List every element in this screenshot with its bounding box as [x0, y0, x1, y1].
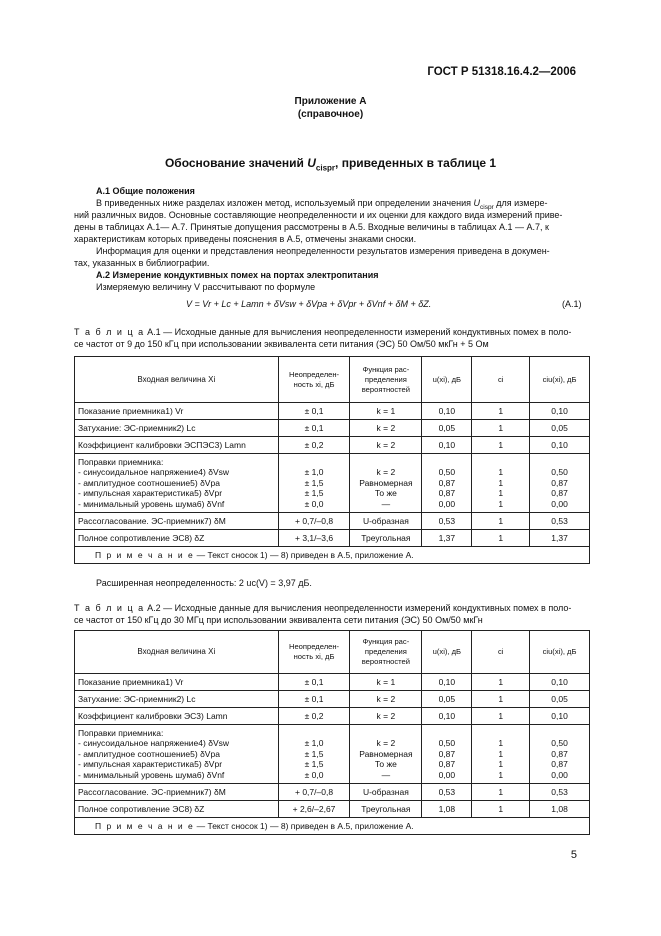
heading-main: Обоснование значений — [164, 156, 308, 170]
cell-c: 1 — [472, 403, 530, 420]
section-a1-line6: Информация для оценки и представления неопределенности результатов измерения приведена в докумен- — [96, 246, 550, 256]
cell-name: Рассогласование. ЭС-приемник7) δM — [75, 784, 279, 801]
table-a1-note — [75, 547, 590, 564]
page-heading — [0, 156, 661, 173]
cell-cu: 1,08 — [530, 801, 590, 818]
cell-x: ± 0,1 — [278, 420, 350, 437]
cell-c: 1 — [472, 674, 530, 691]
group-item-name: - импульсная характеристика5) δVpr — [78, 488, 223, 499]
cell-cu: 0,10 — [530, 674, 590, 691]
appendix-title: Приложение А — [294, 96, 367, 107]
cell-x: ± 0,1 — [278, 691, 350, 708]
cell-u: 1,08 — [422, 801, 472, 818]
cell-f: k = 2 — [350, 437, 422, 454]
section-a1-line2 — [74, 209, 596, 221]
table-note-row — [75, 818, 590, 835]
cell-cu: 0,53 — [530, 784, 590, 801]
cell-name: Затухание: ЭС-приемник2) Lc — [75, 420, 279, 437]
section-a1-line4: дены в таблицах А.1— А.7. Принятые допущения рассмотрены в А.5. Входные величины в таблицах А.1 — А.7, к — [74, 222, 549, 232]
table-row-group — [75, 454, 590, 513]
table-row — [75, 801, 590, 818]
cell-x: + 0,7/–0,8 — [278, 513, 350, 530]
cell-c: 1 — [472, 530, 530, 547]
standard-number: ГОСТ Р 51318.16.4.2—2006 — [427, 66, 576, 78]
col-uncertainty: Неопределен-ность xi, дБ — [278, 357, 350, 403]
section-a2-intro: Измеряемую величину V рассчитывают по формуле — [96, 282, 316, 292]
cell-x: + 2,6/–2,67 — [278, 801, 350, 818]
note-text: — Текст сносок 1) — 8) приведен в А.5, приложение А. — [194, 821, 414, 831]
page-number: 5 — [570, 849, 577, 861]
cell-x: ± 0,2 — [278, 708, 350, 725]
table-row-group — [75, 725, 590, 784]
cell-name: Полное сопротивление ЭС8) δZ — [75, 801, 279, 818]
cell-u: 0,10 — [422, 708, 472, 725]
section-a1-title: А.1 Общие положения — [96, 186, 195, 196]
group-item-name: - синусоидальное напряжение4) δVsw — [78, 738, 229, 749]
table-a1-caption — [74, 326, 596, 338]
group-item-name: - синусоидальное напряжение4) δVsw — [78, 467, 229, 478]
cell-x: + 0,7/–0,8 — [278, 784, 350, 801]
table-row — [75, 403, 590, 420]
cell-f: k = 2 — [350, 691, 422, 708]
cell-u: 0,10 — [422, 674, 472, 691]
cell-f: Треугольная — [350, 530, 422, 547]
table-row — [75, 708, 590, 725]
group-cu: 0,50 0,87 0,87 0,00 — [530, 725, 590, 784]
heading-rest: , приведенных в таблице 1 — [335, 156, 497, 170]
cell-x: ± 0,1 — [278, 403, 350, 420]
cell-name: Коэффициент калибровки ЭС3) Lamn — [75, 708, 279, 725]
group-cu: 0,50 0,87 0,87 0,00 — [530, 454, 590, 513]
cell-x: ± 0,1 — [278, 674, 350, 691]
group-c: 1 1 1 1 — [472, 725, 530, 784]
table-a2-note — [75, 818, 590, 835]
cell-f: U-образная — [350, 513, 422, 530]
table-row — [75, 513, 590, 530]
col-input-quantity: Входная величина Xi — [75, 357, 279, 403]
cell-name: Рассогласование. ЭС-приемник7) δM — [75, 513, 279, 530]
heading-symbol-sub: cispr — [315, 163, 336, 173]
section-a2-title: А.2 Измерение кондуктивных помех на портах электропитания — [96, 270, 379, 280]
table-a2-caption-line2: се частот от 150 кГц до 30 МГц при использовании эквивалента сети питания (ЭС) 50 Ом/50 мкГн — [74, 615, 483, 625]
group-item-name: - минимальный уровень шума6) δVnf — [78, 498, 225, 509]
col-input-quantity: Входная величина Xi — [75, 631, 279, 674]
a1-line3: Основные составляющие неопределенности и их оценки для каждого вида измерений приве- — [168, 210, 563, 220]
table-row — [75, 784, 590, 801]
cell-name: Затухание: ЭС-приемник2) Lc — [75, 691, 279, 708]
table-a1-caption-line1: А.1 — Исходные данные для вычисления неопределенности измерений кондуктивных помех в поло- — [147, 327, 572, 337]
cell-c: 1 — [472, 420, 530, 437]
group-title: Поправки приемника: — [78, 727, 164, 738]
group-names — [75, 454, 279, 513]
cell-u: 0,53 — [422, 513, 472, 530]
col-cu: ciu(xi), дБ — [530, 631, 590, 674]
group-c: 1 1 1 1 — [472, 454, 530, 513]
table-a2-caption-line1: А.2 — Исходные данные для вычисления неопределенности измерений кондуктивных помех в поло- — [147, 603, 572, 613]
cell-f: k = 2 — [350, 420, 422, 437]
group-item-name: - амплитудное соотношение5) δVpa — [78, 477, 220, 488]
a1-line2: ний различных видов. — [74, 210, 167, 220]
col-uncertainty: Неопределен-ность xi, дБ — [278, 631, 350, 674]
group-x: ± 1,0 ± 1,5 ± 1,5 ± 0,0 — [278, 454, 350, 513]
cell-c: 1 — [472, 437, 530, 454]
table-a1-label: Т а б л и ц а — [74, 327, 145, 337]
cell-name: Показание приемника1) Vr — [75, 674, 279, 691]
cell-cu: 0,10 — [530, 708, 590, 725]
group-u: 0,50 0,87 0,87 0,00 — [422, 454, 472, 513]
table-a1-caption-line2: се частот от 9 до 150 кГц при использовании эквивалента сети питания (ЭС) 50 Ом/50 мкГн + 5 Ом — [74, 339, 489, 349]
col-cu: ciu(xi), дБ — [530, 357, 590, 403]
group-item-name: - амплитудное соотношение5) δVpa — [78, 748, 220, 759]
col-c: ci — [472, 357, 530, 403]
group-u: 0,50 0,87 0,87 0,00 — [422, 725, 472, 784]
table-row — [75, 691, 590, 708]
section-a1-line5: характеристикам которых приведены пояснения в А.5, отмечены знаками сноски. — [74, 234, 417, 244]
cell-name: Коэффициент калибровки ЭСПЭС3) Lamn — [75, 437, 279, 454]
table-a2 — [74, 630, 590, 835]
cell-c: 1 — [472, 691, 530, 708]
cell-cu: 0,10 — [530, 403, 590, 420]
note-label: П р и м е ч а н и е — [95, 821, 195, 831]
section-a1-line1: В приведенных ниже разделах изложен метод, используемый при определении значения $U_{cispr}$ для измере- — [96, 198, 548, 211]
cell-f: Треугольная — [350, 801, 422, 818]
cell-f: U-образная — [350, 784, 422, 801]
table-row — [75, 674, 590, 691]
col-u: u(xi), дБ — [422, 631, 472, 674]
col-c: ci — [472, 631, 530, 674]
cell-cu: 0,05 — [530, 691, 590, 708]
table-row — [75, 420, 590, 437]
table-a1-header-row — [75, 357, 590, 403]
group-title: Поправки приемника: — [78, 456, 164, 467]
note-text: — Текст сносок 1) — 8) приведен в А.5, приложение А. — [194, 550, 414, 560]
cell-x: ± 0,2 — [278, 437, 350, 454]
cell-c: 1 — [472, 784, 530, 801]
cell-c: 1 — [472, 801, 530, 818]
heading-symbol: U — [307, 156, 316, 170]
cell-cu: 0,53 — [530, 513, 590, 530]
appendix-subtitle: (справочное) — [297, 109, 364, 120]
expanded-uncertainty: Расширенная неопределенность: 2 uc(V) = 3,97 дБ. — [96, 578, 312, 588]
cell-cu: 1,37 — [530, 530, 590, 547]
formula-a1-number: (А.1) — [562, 299, 582, 309]
cell-cu: 0,10 — [530, 437, 590, 454]
table-row — [75, 530, 590, 547]
group-f: k = 2 Равномерная То же — — [350, 454, 422, 513]
cell-x: + 3,1/–3,6 — [278, 530, 350, 547]
group-f: k = 2 Равномерная То же — — [350, 725, 422, 784]
cell-f: k = 2 — [350, 708, 422, 725]
group-names — [75, 725, 279, 784]
cell-c: 1 — [472, 513, 530, 530]
table-a2-header-row — [75, 631, 590, 674]
cell-f: k = 1 — [350, 403, 422, 420]
table-a2-label: Т а б л и ц а — [74, 603, 145, 613]
group-x: ± 1,0 ± 1,5 ± 1,5 ± 0,0 — [278, 725, 350, 784]
cell-cu: 0,05 — [530, 420, 590, 437]
formula-a1: V = Vr + Lc + Lamn + δVsw + δVpa + δVpr + δVnf + δM + δZ. — [186, 299, 432, 309]
a1-line1-pre: В приведенных ниже разделах изложен метод, используемый при определении значения — [96, 198, 474, 208]
table-row — [75, 437, 590, 454]
cell-u: 0,05 — [422, 420, 472, 437]
table-a2-caption — [74, 602, 596, 614]
table-a1 — [74, 356, 590, 564]
cell-name: Полное сопротивление ЭС8) δZ — [75, 530, 279, 547]
cell-f: k = 1 — [350, 674, 422, 691]
cell-u: 0,10 — [422, 437, 472, 454]
cell-u: 0,05 — [422, 691, 472, 708]
note-label: П р и м е ч а н и е — [95, 550, 195, 560]
col-distribution: Функция рас-пределения вероятностей — [350, 631, 422, 674]
a1-line1-post: для измере- — [493, 198, 548, 208]
col-distribution: Функция рас-пределения вероятностей — [350, 357, 422, 403]
cell-c: 1 — [472, 708, 530, 725]
cell-u: 1,37 — [422, 530, 472, 547]
cell-name: Показание приемника1) Vr — [75, 403, 279, 420]
col-u: u(xi), дБ — [422, 357, 472, 403]
group-item-name: - импульсная характеристика5) δVpr — [78, 759, 223, 770]
cell-u: 0,53 — [422, 784, 472, 801]
table-note-row — [75, 547, 590, 564]
cell-u: 0,10 — [422, 403, 472, 420]
section-a1-line7: тах, указанных в библиографии. — [74, 258, 210, 268]
group-item-name: - минимальный уровень шума6) δVnf — [78, 769, 225, 780]
